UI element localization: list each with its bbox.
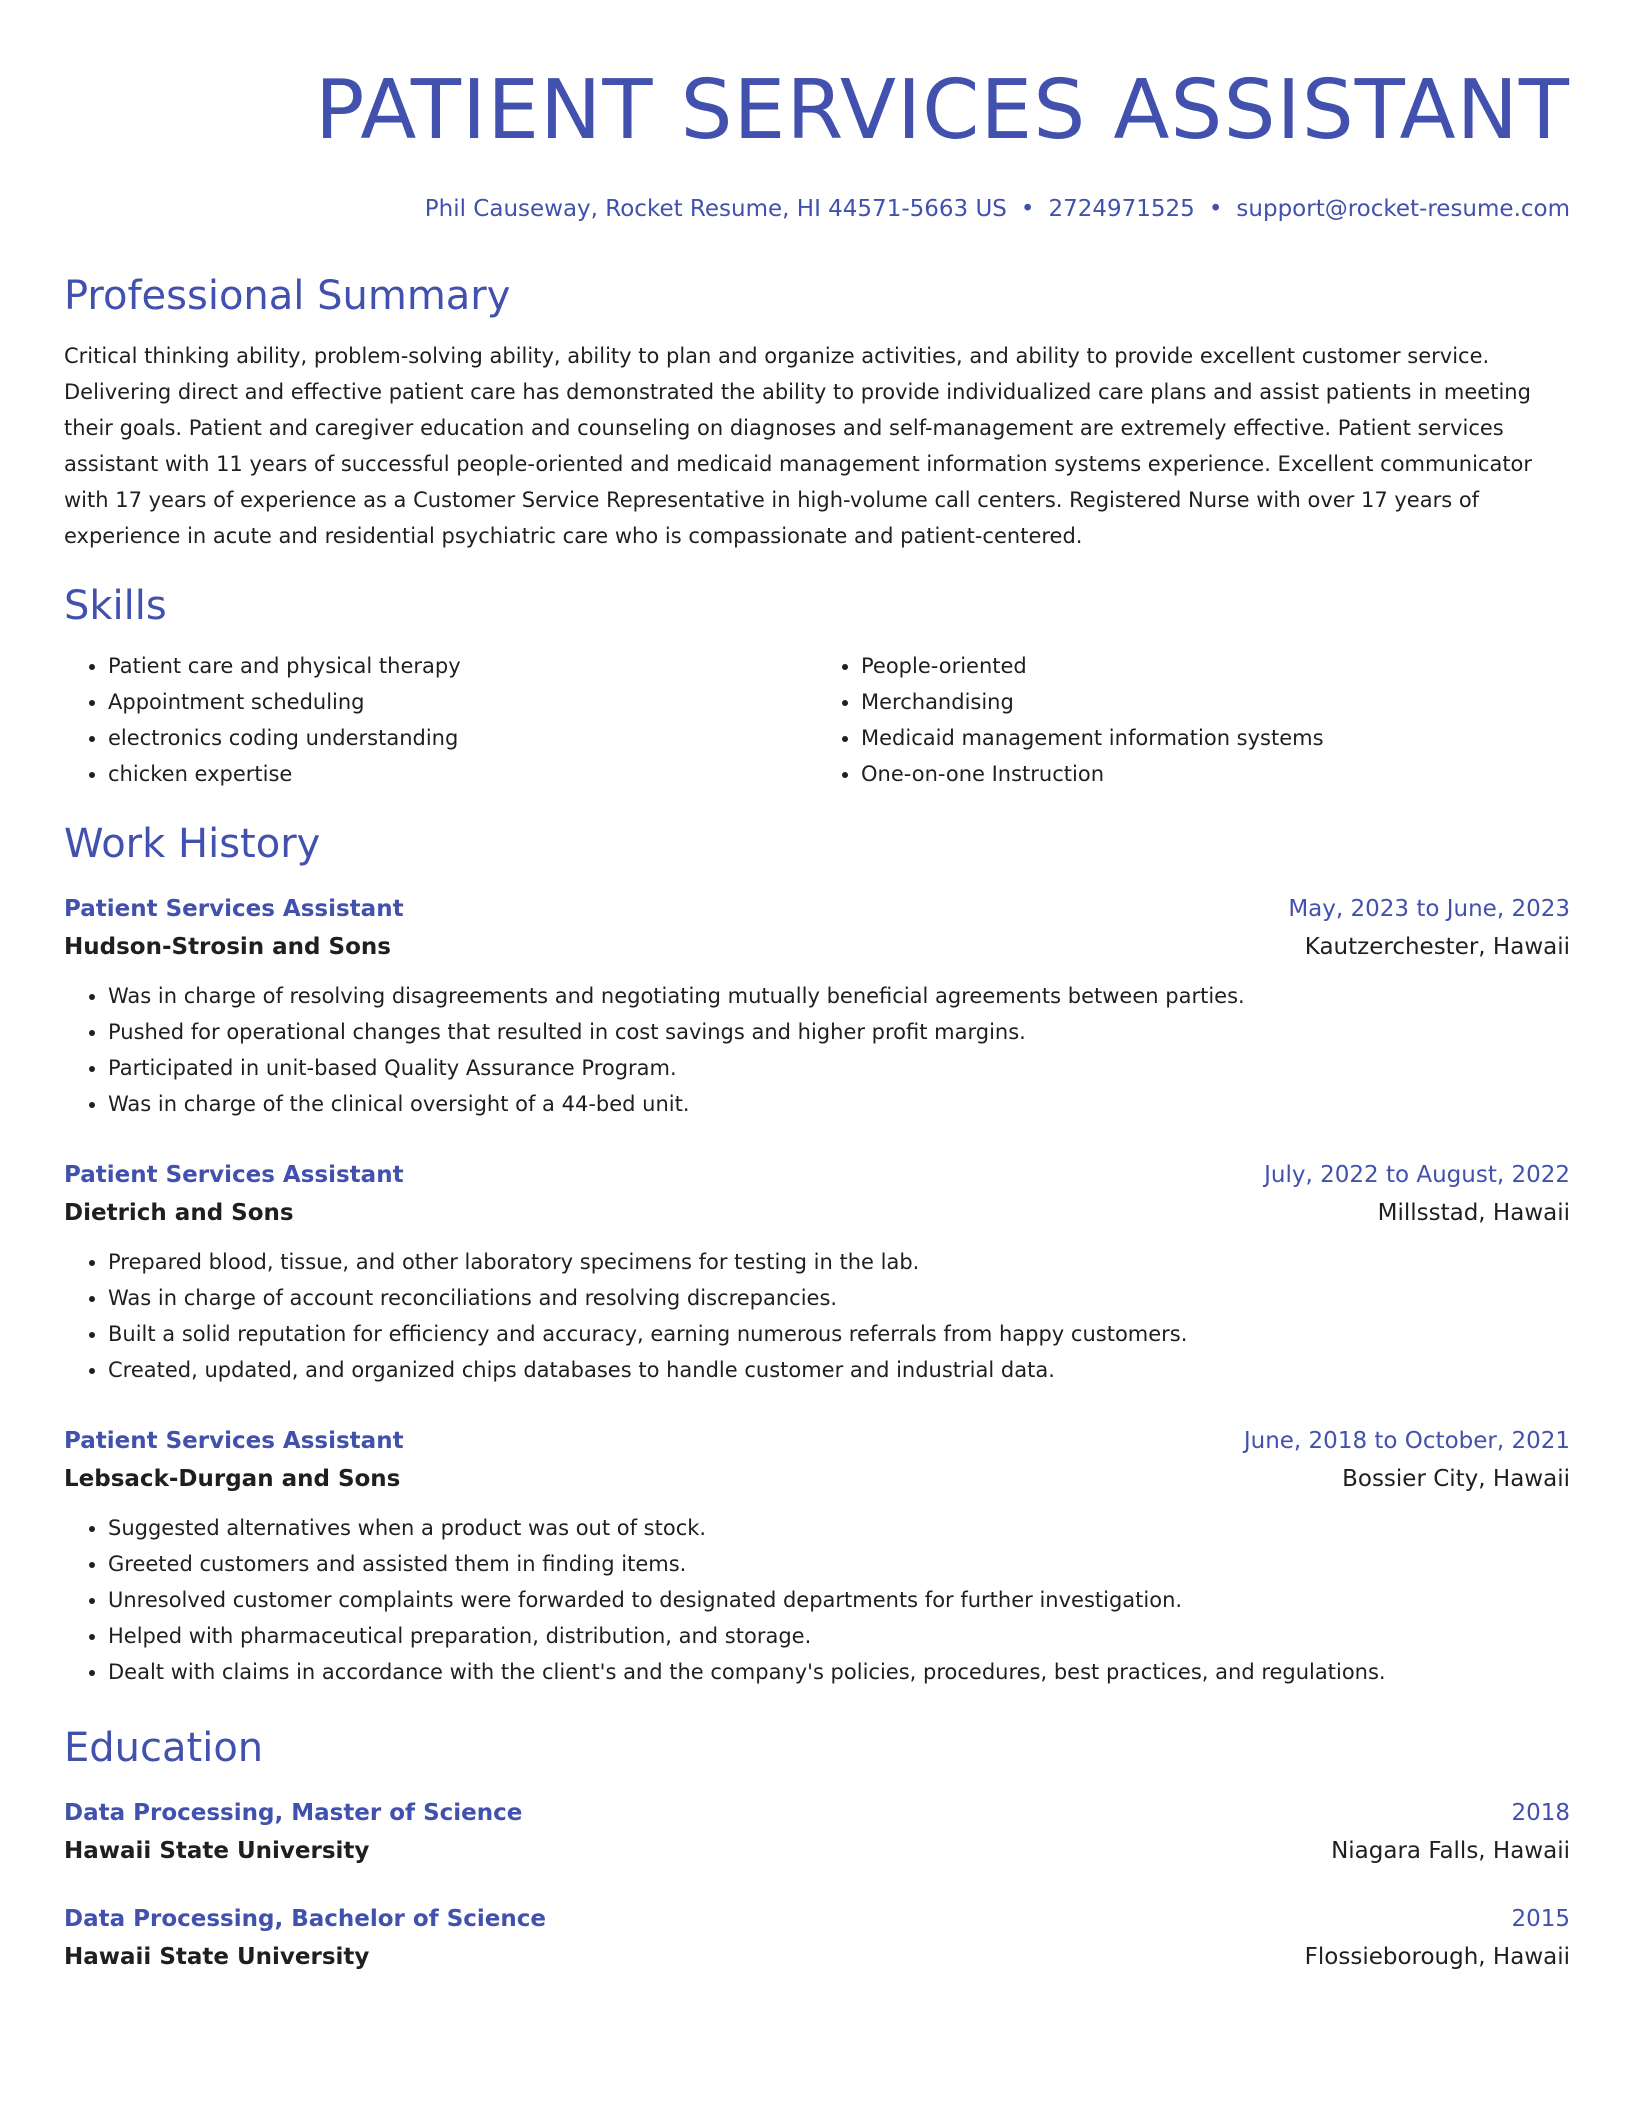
skill-item: • Merchandising: [861, 684, 1570, 720]
contact-separator: •: [1208, 196, 1223, 222]
summary-section-title: Professional Summary: [64, 273, 511, 319]
work-bullet: • Was in charge of the clinical oversight of a 44-bed unit.: [108, 1086, 1570, 1122]
skill-item: • One-on-one Instruction: [861, 756, 1570, 792]
skill-item: • People-oriented: [861, 648, 1570, 684]
work-location: Bossier City, Hawaii: [1342, 1466, 1570, 1492]
work-entry: [64, 1422, 1570, 1690]
education-entry: [64, 1900, 1570, 1976]
work-entry: [64, 1156, 1570, 1388]
skills-column-left: [64, 648, 817, 792]
work-bullets: [64, 1244, 1570, 1388]
skill-item: • chicken expertise: [108, 756, 817, 792]
skills-list: [64, 648, 1570, 792]
work-bullet: • Helped with pharmaceutical preparation, distribution, and storage.: [108, 1618, 1570, 1654]
contact-separator: •: [1020, 196, 1035, 222]
work-bullet: • Participated in unit-based Quality Assurance Program.: [108, 1050, 1570, 1086]
education-location: Flossieborough, Hawaii: [1304, 1944, 1570, 1970]
work-bullet: • Was in charge of account reconciliations and resolving discrepancies.: [108, 1280, 1570, 1316]
skills-section-title: Skills: [64, 583, 167, 629]
summary-text: Critical thinking ability, problem-solving ability, ability to plan and organize activities, and ability to provide excellent customer service. Delivering direct and effective patient care has demonstrated the ability to provide individualized care plans and assist patients in meeting their goals. Patient and caregiver education and counseling on diagnoses and self-management are extremely effective. Patient services assistant with 11 years of successful people-oriented and medicaid management information systems experience. Excellent communicator with 17 years of experience as a Customer Service Representative in high-volume call centers. Registered Nurse with over 17 years of experience in acute and residential psychiatric care who is compassionate and patient-centered.: [64, 344, 1533, 548]
work-bullet: • Built a solid reputation for efficiency and accuracy, earning numerous referrals from happy customers.: [108, 1316, 1570, 1352]
work-bullet: • Suggested alternatives when a product was out of stock.: [108, 1510, 1570, 1546]
skill-item: • electronics coding understanding: [108, 720, 817, 756]
skill-item: • Medicaid management information systems: [861, 720, 1570, 756]
education-school: Hawaii State University: [64, 1944, 370, 1970]
work-role: Patient Services Assistant: [64, 1428, 404, 1454]
work-location: Millsstad, Hawaii: [1377, 1200, 1570, 1226]
work-bullets: [64, 978, 1570, 1122]
skill-item: • Appointment scheduling: [108, 684, 817, 720]
work-bullet: • Greeted customers and assisted them in finding items.: [108, 1546, 1570, 1582]
work-entry: [64, 890, 1570, 1122]
education-location: Niagara Falls, Hawaii: [1331, 1838, 1570, 1864]
work-bullet: • Was in charge of resolving disagreements and negotiating mutually beneficial agreements between parties.: [108, 978, 1570, 1014]
work-bullet: • Dealt with claims in accordance with the client's and the company's policies, procedures, best practices, and regulations.: [108, 1654, 1570, 1690]
contact-line: [64, 192, 1570, 226]
work-role: Patient Services Assistant: [64, 896, 404, 922]
work-bullet: • Pushed for operational changes that resulted in cost savings and higher profit margins.: [108, 1014, 1570, 1050]
work-bullet: • Prepared blood, tissue, and other laboratory specimens for testing in the lab.: [108, 1244, 1570, 1280]
work-company: Dietrich and Sons: [64, 1200, 294, 1226]
skills-column-right: [817, 648, 1570, 792]
contact-phone: 2724971525: [1048, 196, 1195, 222]
education-year: 2018: [1511, 1800, 1570, 1826]
work-dates: May, 2023 to June, 2023: [1288, 896, 1570, 922]
job-title-heading: PATIENT SERVICES ASSISTANT: [315, 63, 1570, 158]
work-role: Patient Services Assistant: [64, 1162, 404, 1188]
work-dates: June, 2018 to October, 2021: [1243, 1428, 1570, 1454]
contact-address: Phil Causeway, Rocket Resume, HI 44571-5663 US: [424, 196, 1007, 222]
education-year: 2015: [1511, 1906, 1570, 1932]
resume-header: [64, 56, 1570, 226]
skill-item: • Patient care and physical therapy: [108, 648, 817, 684]
education-section-title: Education: [64, 1725, 264, 1771]
work-bullets: [64, 1510, 1570, 1690]
education-school: Hawaii State University: [64, 1838, 370, 1864]
work-location: Kautzerchester, Hawaii: [1304, 934, 1570, 960]
education-degree: Data Processing, Master of Science: [64, 1800, 523, 1826]
education-entry: [64, 1794, 1570, 1870]
work-dates: July, 2022 to August, 2022: [1264, 1162, 1570, 1188]
work-section-title: Work History: [64, 821, 321, 867]
education-degree: Data Processing, Bachelor of Science: [64, 1906, 547, 1932]
work-company: Hudson-Strosin and Sons: [64, 934, 391, 960]
contact-email: support@rocket-resume.com: [1236, 196, 1570, 222]
work-company: Lebsack-Durgan and Sons: [64, 1466, 401, 1492]
work-bullet: • Unresolved customer complaints were forwarded to designated departments for further investigation.: [108, 1582, 1570, 1618]
work-bullet: • Created, updated, and organized chips databases to handle customer and industrial data.: [108, 1352, 1570, 1388]
